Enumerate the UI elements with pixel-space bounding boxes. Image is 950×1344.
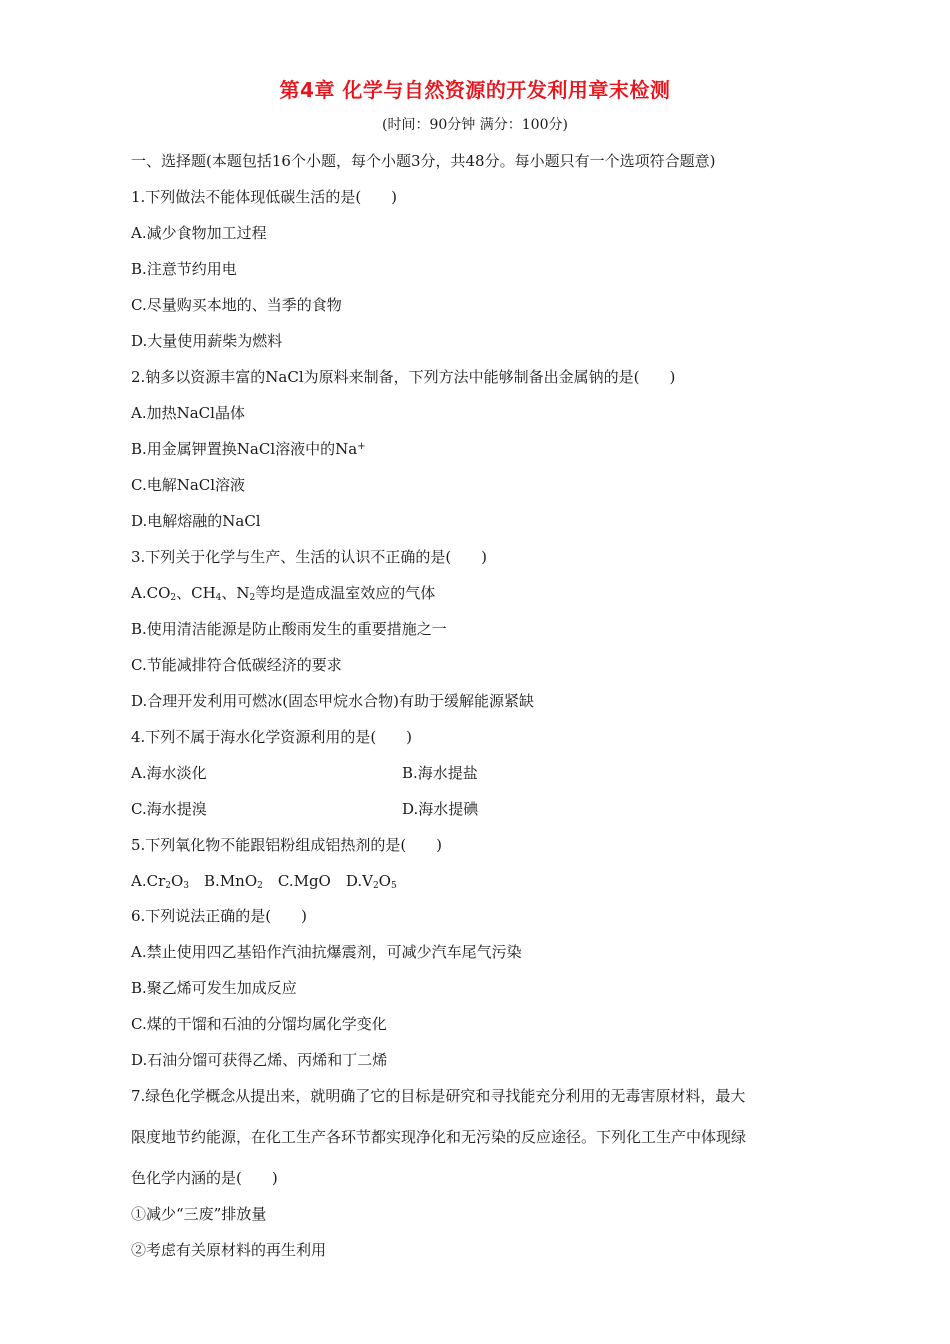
question-2-option-a: A.加热NaCl晶体 — [131, 404, 245, 422]
question-2-option-d: D.电解熔融的NaCl — [131, 512, 261, 530]
question-4-stem: 4.下列不属于海水化学资源利用的是( ) — [131, 728, 413, 746]
subscript: 2 — [372, 881, 379, 891]
question-2-option-b — [131, 438, 366, 459]
question-7-stem-line-2: 限度地节约能源，在化工生产各环节都实现净化和无污染的反应途径。下列化工生产中体现绿 — [131, 1128, 747, 1146]
question-3-option-a — [131, 582, 435, 603]
question-5-stem: 5.下列氧化物不能跟铝粉组成铝热剂的是( ) — [131, 836, 443, 854]
subscript: 2 — [257, 881, 263, 891]
text-part: 等均是造成温室效应的气体 — [255, 584, 436, 602]
text-part: 、N — [221, 584, 250, 602]
question-6-option-a: A.禁止使用四乙基铅作汽油抗爆震剂，可减少汽车尾气污染 — [131, 943, 522, 961]
question-3-option-c: C.节能减排符合低碳经济的要求 — [131, 656, 342, 674]
question-6-option-d: D.石油分馏可获得乙烯、丙烯和丁二烯 — [131, 1051, 388, 1069]
question-4-option-d: D.海水提碘 — [402, 800, 479, 818]
option-text: B.用金属钾置换NaCl溶液中的Na — [131, 440, 358, 458]
subscript: 2 — [165, 881, 171, 891]
question-6-stem: 6.下列说法正确的是( ) — [131, 907, 308, 925]
question-1-option-d: D.大量使用薪柴为燃料 — [131, 332, 283, 350]
question-4-option-a: A.海水淡化 — [131, 764, 207, 782]
page-title: 第4章 化学与自然资源的开发利用章末检测 — [279, 78, 671, 102]
question-2-stem: 2.钠多以资源丰富的NaCl为原料来制备，下列方法中能够制备出金属钠的是( ) — [131, 368, 676, 386]
question-7-stem-line-1: 7.绿色化学概念从提出来，就明确了它的目标是研究和寻找能充分利用的无毒害原材料，最大 — [131, 1087, 746, 1105]
text-part: C.MgO D.V — [262, 872, 373, 890]
exam-info: (时间：90分钟 满分：100分) — [382, 117, 568, 133]
text-part: 、CH — [176, 584, 216, 602]
subscript: 4 — [215, 593, 222, 603]
text-part: A.CO — [131, 584, 171, 602]
question-1-option-c: C.尽量购买本地的、当季的食物 — [131, 296, 342, 314]
question-3-option-d: D.合理开发利用可燃冰(固态甲烷水合物)有助于缓解能源紧缺 — [131, 692, 534, 710]
question-4-option-b: B.海水提盐 — [402, 764, 478, 782]
question-1-option-b: B.注意节约用电 — [131, 260, 237, 278]
question-6-option-c: C.煤的干馏和石油的分馏均属化学变化 — [131, 1015, 387, 1033]
superscript: + — [357, 441, 366, 452]
question-3-option-b: B.使用清洁能源是防止酸雨发生的重要措施之一 — [131, 620, 447, 638]
subscript: 2 — [249, 593, 256, 603]
text-part: O — [170, 872, 184, 890]
question-5-options — [131, 870, 397, 891]
question-7-stem-line-3: 色化学内涵的是( ) — [131, 1169, 278, 1187]
subscript: 3 — [183, 881, 190, 891]
question-6-option-b: B.聚乙烯可发生加成反应 — [131, 979, 297, 997]
question-1-stem: 1.下列做法不能体现低碳生活的是( ) — [131, 188, 398, 206]
subscript: 5 — [390, 881, 397, 891]
question-7-item-2: ②考虑有关原材料的再生利用 — [131, 1241, 327, 1259]
question-2-option-c: C.电解NaCl溶液 — [131, 476, 246, 494]
question-1-option-a: A.减少食物加工过程 — [131, 224, 267, 242]
question-4-option-c: C.海水提溴 — [131, 800, 207, 818]
text-part: B.MnO — [189, 872, 258, 890]
question-7-item-1: ①减少“三废”排放量 — [131, 1205, 267, 1223]
subscript: 2 — [170, 593, 177, 603]
question-3-stem: 3.下列关于化学与生产、生活的认识不正确的是( ) — [131, 548, 488, 566]
text-part: A.Cr — [131, 872, 166, 890]
section-heading: 一、选择题(本题包括16个小题，每个小题3分，共48分。每小题只有一个选项符合题意) — [131, 152, 716, 170]
text-part: O — [378, 872, 391, 890]
